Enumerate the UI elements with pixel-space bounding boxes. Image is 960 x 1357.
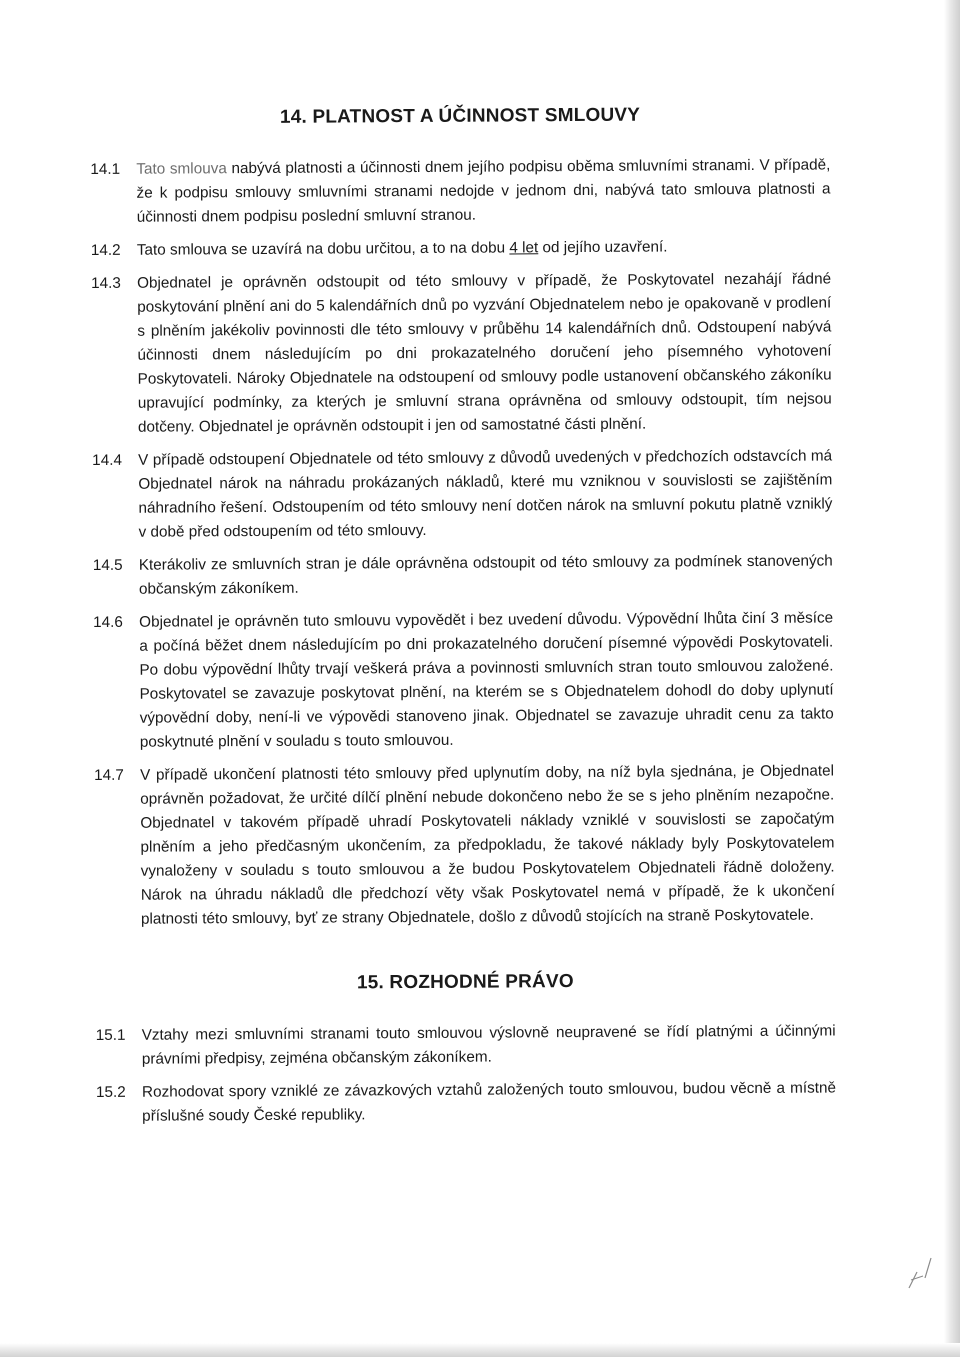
clause-number: 15.2 — [95, 1083, 126, 1101]
clause-text: Objednatel je oprávněn tuto smlouvu vypovědět i bez uvedení důvodu. Výpovědní lhůta činí 3 měsíce a počíná běžet dnem následujícím po dni prokazatelného doručení písemné výpovědi Poskytovateli. Po dobu výpovědní lhůty trvají veškerá práva a povinnosti smluvních stran touto smlouvou založené. Poskytovatel se zavazuje poskytovat plnění, na kterém se s Objednatelem dohodl do doby uplynutí výpovědní doby, není-li ve výpovědi stanoveno jinak. Objednatel se zavazuje uhradit cenu za takto poskytnuté plnění v souladu s touto smlouvou. — [139, 609, 834, 751]
clause-number: 14.1 — [90, 160, 121, 178]
clause-text-faded: Tato smlouva — [136, 160, 227, 178]
clause-14-2 — [91, 234, 831, 263]
clause-number: 14.7 — [94, 766, 124, 784]
clause-number: 14.5 — [92, 556, 123, 574]
clause-text-before: Tato smlouva se uzavírá na dobu určitou, a to na dobu — [136, 239, 510, 259]
clause-text: Kterákoliv ze smluvních stran je dále oprávněna odstoupit od této smlouvy za podmínek stanovených občanským zákoníkem. — [138, 552, 833, 598]
clause-number: 14.3 — [91, 274, 121, 292]
clause-14-3 — [91, 267, 832, 440]
clause-text — [136, 153, 830, 229]
document-page — [90, 103, 836, 1138]
clause-text: V případě ukončení platnosti této smlouvy před uplynutím doby, na níž byla sjednána, je Objednatel oprávněn požadovat, že určité dílčí plnění nebude dokončeno nebo že se s jeho plněním nezapočne. Objednatel v takovém případě uhradí Poskytovateli náklady vzniklé v souvislosti se započatým plněním a jeho předčasným ukončením, za předpokladu, že takové náklady byly Poskytovatelem vynaloženy v souladu s touto smlouvou a že budou Poskytovatelem Objednateli řádně doloženy. Nárok na úhradu nákladů dle předchozí věty však Poskytovatel nemá v případě, že k ukončení platnosti této smlouvy, byť ze strany Objednatele, došlo z důvodů stojících na straně Poskytovatele. — [140, 762, 835, 928]
scan-edge-bottom — [0, 1343, 960, 1357]
clause-text: Objednatel je oprávněn odstoupit od této smlouvy v případě, že Poskytovatel nezahájí řádné poskytování plnění ani do 5 kalendářních dnů po vyzvání Objednatelem nebo je opakovaně v prodlení s plněním jakékoliv povinnosti dle této smlouvy v průběhu 14 kalendářních dnů. Odstoupení nabývá účinnosti dnem následujícím po dni prokazatelného doručení jeho písemného vyhotovení Poskytovateli. Nároky Objednatele na odstoupení od smlouvy podle ustanovení občanského zákoníku upravující podmínky, za kterých je smluvní strana oprávněna od smlouvy odstoupit, tím nejsou dotčeny. Objednatel je oprávněn odstoupit i jen od samostatné části plnění. — [137, 270, 832, 436]
contract-duration: 4 let — [509, 239, 539, 257]
clause-number: 14.6 — [93, 613, 123, 631]
clause-15-2 — [96, 1076, 836, 1129]
clause-number: 14.2 — [90, 241, 121, 259]
clause-14-5 — [93, 549, 833, 602]
clause-15-1 — [96, 1019, 836, 1072]
clause-14-7 — [94, 759, 835, 932]
clause-14-6 — [93, 606, 834, 755]
clause-text — [137, 234, 831, 262]
clause-number: 14.4 — [92, 451, 122, 469]
clause-text: Rozhodovat spory vzniklé ze závazkových vztahů založených touto smlouvou, budou věcně a místně příslušné soudy České republiky. — [141, 1079, 837, 1125]
clause-text: Vztahy mezi smluvními stranami touto smlouvou výslovně neupravené se řídí platnými a účinnými právními předpisy, zejména občanským zákoníkem. — [141, 1022, 836, 1068]
scan-edge-right — [944, 0, 960, 1357]
clause-text-after: od jejího uzavření. — [538, 238, 668, 257]
clause-14-4 — [92, 444, 833, 545]
clause-14-1 — [90, 153, 830, 230]
clause-number: 15.1 — [95, 1026, 126, 1044]
handwritten-initials-mark — [905, 1252, 935, 1292]
clause-text: V případě odstoupení Objednatele od této smlouvy z důvodů uvedených v předchozích odstavcích má Objednatel nárok na náhradu prokázaných nákladů, které mu vzniknou v souvislosti se zajištěním náhradního řešení. Odstoupením od této smlouvy není dotčen nárok na smluvní pokutu platně vzniklý v době před odstoupením od této smlouvy. — [138, 447, 833, 541]
section-15-title: 15. ROZHODNÉ PRÁVO — [356, 971, 574, 994]
section-14-title: 14. PLATNOST A ÚČINNOST SMLOUVY — [279, 104, 641, 128]
clause-text-rest: nabývá platnosti a účinnosti dnem jejího podpisu oběma smluvními stranami. V případě, že k podpisu smlouvy smluvními stranami nedojde v jednom dni, nabývá tato smlouva platnosti a účinnosti dnem podpisu poslední smluvní stranou. — [136, 156, 831, 226]
